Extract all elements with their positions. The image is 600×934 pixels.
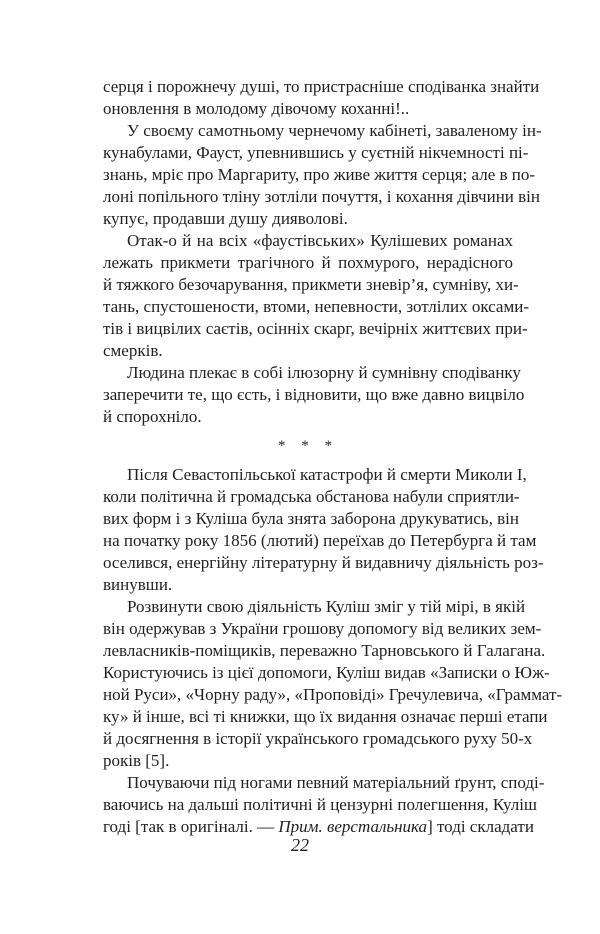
text-line: оселився, енергійну літературну й видавничу діяльність роз- xyxy=(103,553,544,572)
text-line: Розвинути свою діяльність Куліш зміг у тій мірі, в якій xyxy=(127,597,526,616)
paragraph xyxy=(103,120,542,230)
page-number: 22 xyxy=(291,835,309,855)
paragraph xyxy=(103,596,563,772)
text-line: Після Севастопільської катастрофи й смерти Миколи I, xyxy=(127,465,527,484)
text-line: й тяжкого безочарування, прикмети зневір’я, сумніву, хи- xyxy=(103,275,519,294)
text-line: кунабулами, Фауст, упевнившись у суєтній нікчемності пі- xyxy=(103,143,529,162)
text-line: тань, спустошености, втоми, непевности, зотлілих оксами- xyxy=(103,297,529,316)
paragraph xyxy=(103,772,545,816)
text-line: купує, продавши душу дияволові. xyxy=(103,209,348,228)
paragraph xyxy=(103,464,544,596)
text-line: лежать прикмети трагічного й похмурого, нерадісного xyxy=(103,253,513,272)
section-separator: * * * xyxy=(278,438,338,454)
text-block-before xyxy=(103,76,542,428)
text-line: серця і порожнечу душі, то пристрасніше сподіванка знайти xyxy=(103,77,540,96)
editor-note: Прим. верстальника xyxy=(278,817,428,836)
text-line: заперечити те, що єсть, і відновити, що вже давно вицвіло xyxy=(103,385,525,404)
text-line: Отак-о й на всіх «фаустівських» Кулішевих романах xyxy=(127,231,513,250)
paragraph xyxy=(103,362,525,428)
text-line: ку» й інше, всі ті книжки, що їх видання означає перші етапи xyxy=(103,707,548,726)
text-line: У своєму самотньому чернечому кабінеті, заваленому ін- xyxy=(127,121,542,140)
text-line: Користуючись із цієї допомоги, Куліш видав «Записки о Юж- xyxy=(103,663,550,682)
text-line: ваючись на дальші політичні й цензурні полегшення, Куліш xyxy=(103,795,538,814)
text-block-after xyxy=(103,464,563,816)
text-line: знань, мріє про Маргариту, про живе життя серця; але в по- xyxy=(103,165,536,184)
text-line: тів і вицвілих саєтів, осінніх скарг, вечірніх життєвих при- xyxy=(103,319,528,338)
text-line: лоні попільного тліну зотліли почуття, і кохання дівчини він xyxy=(103,187,540,206)
text-line: й спорохніло. xyxy=(103,407,202,426)
text-line: коли політична й громадська обстанова набули сприятли- xyxy=(103,487,520,506)
text-line: ной Руси», «Чорну раду», «Проповіді» Гречулевича, «Граммат- xyxy=(103,685,563,704)
paragraph xyxy=(103,76,540,120)
text-line: смерків. xyxy=(103,341,163,360)
text-line: левласників-поміщиків, переважно Тарновського й Галагана. xyxy=(103,641,546,660)
text-line-with-note: годі [так в оригіналі. — Прим. верстальника] тоді складати xyxy=(103,817,534,836)
text-line: Людина плекає в собі ілюзорну й сумнівну сподіванку xyxy=(127,363,521,382)
text-line: років [5]. xyxy=(103,751,170,770)
paragraph xyxy=(103,230,529,362)
text-line: він одержував з України грошову допомогу від великих зем- xyxy=(103,619,542,638)
text-line: вих форм і з Куліша була знята заборона друкуватись, він xyxy=(103,509,519,528)
text-line: оновлення в молодому дівочому коханні!.. xyxy=(103,99,410,118)
text-line: Почуваючи під ногами певний матеріальний ґрунт, сподi- xyxy=(127,773,545,792)
page-body xyxy=(103,76,563,838)
text-line: й досягнення в історії українського громадського руху 50-х xyxy=(103,729,533,748)
text-line: на початку року 1856 (лютий) переїхав до Петербурга й там xyxy=(103,531,537,550)
text-line: винувши. xyxy=(103,575,173,594)
